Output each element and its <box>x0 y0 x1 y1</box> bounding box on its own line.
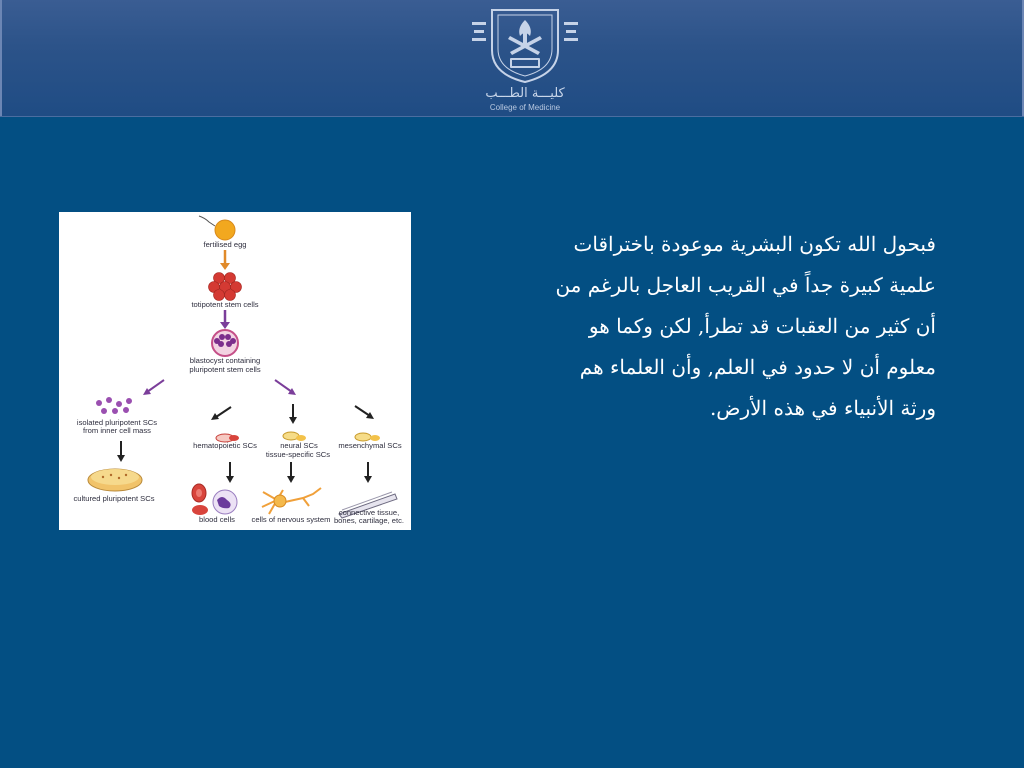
arrow-neural-head-icon <box>289 417 297 424</box>
mesenchymal-label: mesenchymal SCs <box>338 441 402 450</box>
header-left-edge <box>0 0 2 116</box>
arrow-mes-icon <box>355 406 370 416</box>
arrow-left-icon <box>147 380 164 392</box>
petri-dish-icon <box>88 469 142 491</box>
stem-cell-diagram <box>59 212 411 530</box>
university-logo <box>462 2 588 116</box>
arrow-2-head-icon <box>220 322 230 329</box>
isolated-label-1: isolated pluripotent SCs <box>76 418 158 427</box>
stem-cell-diagram-art <box>59 212 411 530</box>
arrow-connective-head-icon <box>364 476 372 483</box>
neuron-body-icon <box>274 495 286 507</box>
hematopoietic-label: hematopoietic SCs <box>193 441 257 450</box>
blastocyst-label-2: pluripotent stem cells <box>189 365 261 374</box>
connective-label-2: bones, cartilage, etc. <box>333 516 405 525</box>
blood-cells-icon <box>192 484 237 515</box>
logo-english-text: College of Medicine <box>489 103 561 112</box>
arrow-1-head-icon <box>220 263 230 270</box>
arrow-hema-icon <box>216 407 231 417</box>
fertilised-egg-icon <box>215 220 235 240</box>
isolated-cells-icon <box>96 397 132 414</box>
nervous-label: cells of nervous system <box>251 515 331 524</box>
arabic-paragraph: فبحول الله تكون البشرية موعودة باختراقات علمية كبيرة جداً في القريب العاجل بالرغم من أن كثير من العقبات قد تطرأ, لكن وكما هو معلوم أن لا حدود في العلم, وأن العلماء هم ورثة الأنبياء في هذه الأرض. <box>555 232 936 420</box>
arrow-blood-head-icon <box>226 476 234 483</box>
connective-label-1: connective tissue, <box>338 508 400 517</box>
isolated-label-2: from inner cell mass <box>83 426 151 435</box>
neural-cells-icon <box>283 432 306 441</box>
arrow-right-icon <box>275 380 292 392</box>
fertilised-egg-label: fertilised egg <box>203 240 247 249</box>
sperm-icon <box>199 216 215 226</box>
header-banner <box>0 0 1024 117</box>
blood-cells-label: blood cells <box>199 515 235 524</box>
neural-label: neural SCs <box>280 441 318 450</box>
totipotent-cells-icon <box>209 273 242 301</box>
cultured-label: cultured pluripotent SCs <box>73 494 155 503</box>
arrow-nerve-head-icon <box>287 476 295 483</box>
logo-arabic-text: كليـــة الطـــب <box>485 86 565 101</box>
blastocyst-icon <box>212 330 238 356</box>
tissue-specific-label: tissue-specific SCs <box>265 450 331 459</box>
arrow-left-down-head-icon <box>117 455 125 462</box>
blastocyst-label-1: blastocyst containing <box>189 356 261 365</box>
neuron-icon <box>262 488 321 514</box>
totipotent-label: totipotent stem cells <box>191 300 259 309</box>
mesenchymal-cells-icon <box>355 433 380 441</box>
university-emblem-icon <box>462 2 588 86</box>
